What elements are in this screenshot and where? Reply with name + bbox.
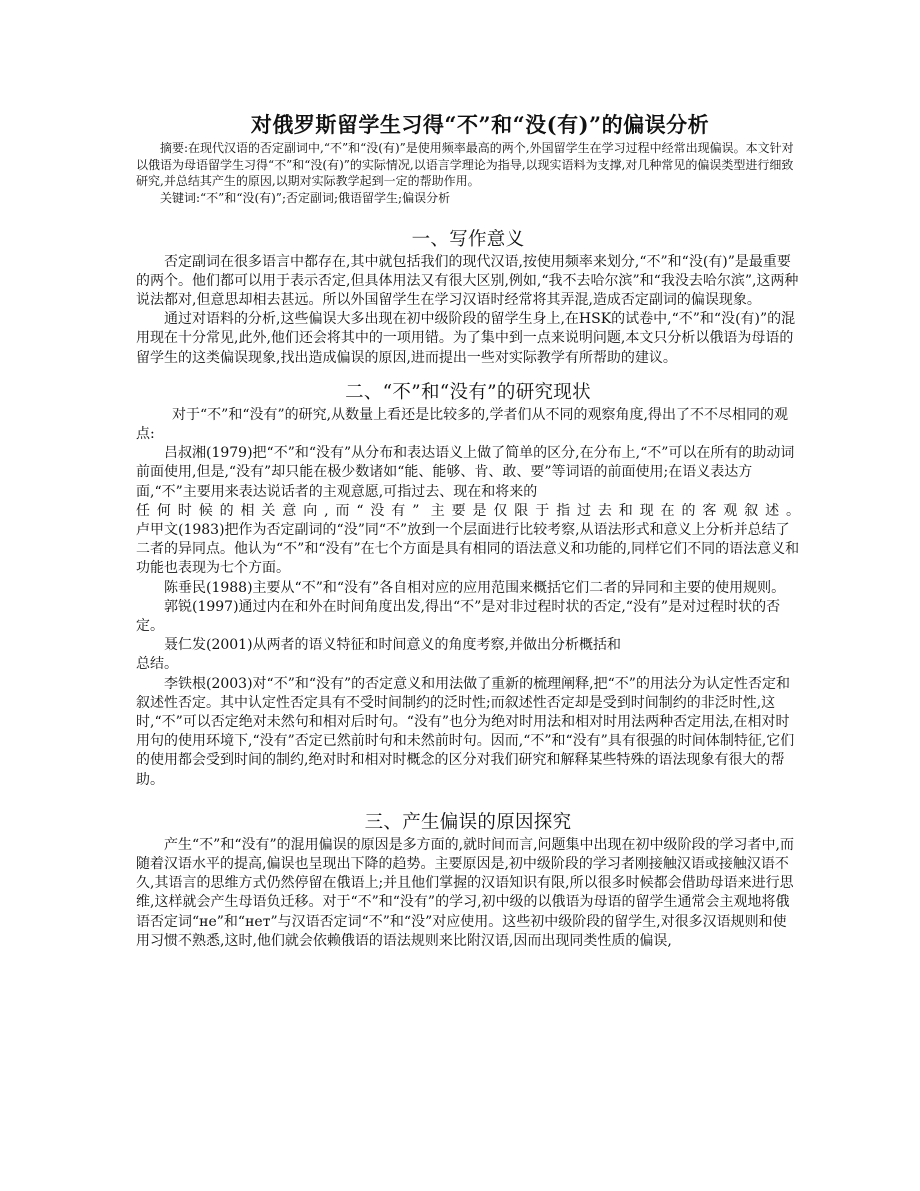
document-page — [136, 110, 800, 951]
section-heading-causes: 三、产生偏误的原因探究 — [364, 811, 572, 833]
paragraph-nie-renfa: 聂仁发(2001)从两者的语义特征和时间意义的角度考察,并做出分析概括和 — [164, 637, 622, 654]
keywords: 关键词:“不”和“没(有)”;否定副词;俄语留学生;偏误分析 — [160, 190, 451, 205]
paragraph-li-tiegen: 李铁根(2003)对“不”和“没有”的否定意义和用法做了重新的梳理阐释,把“不”的用法分为认定性否定和叙述性否定。其中认定性否定具有不受时间制约的泛时性;而叙述性否定却是受到时间制约的非泛时性,这时,“不”可以否定绝对未然句和相对后时句。“没有”也分为绝对时用法和相对时用法两种否定用法,在相对时用句的使用环境下,“没有”否定已然前时句和未然前时句。因而,“不”和“没有”具有很强的时间体制特征,它们的使用都会受到时间的制约,绝对时和相对时概念的区分对我们研究和解释某些特殊的语法现象有很大的帮助。 — [136, 675, 795, 788]
paragraph: 否定副词在很多语言中都存在,其中就包括我们的现代汉语,按使用频率来划分,“不”和“没(有)”是最重要的两个。他们都可以用于表示否定,但具体用法又有很大区别,例如,“我不去哈尔滨”和“我没去哈尔滨”,这两种说法都对,但意思却相去甚远。所以外国留学生在学习汉语时经常将其弄混,造成否定副词的偏误现象。 — [136, 253, 799, 308]
paper-title: 对俄罗斯留学生习得“不”和“没(有)”的偏误分析 — [250, 112, 710, 137]
lu-shuxiang-text: 吕叔湘(1979)把“不”和“没有”从分布和表达语义上做了简单的区分,在分布上,“不”可以在所有的助动词前面使用,但是,“没有”却只能在极少数诸如“能、能够、肯、敢、要”等词语的前面使用;在语义表达方面,“不”主要用来表达说话者的主观意愿,可指过去、现在和将来的 — [136, 445, 795, 500]
paragraph-guo-rui: 郭锐(1997)通过内在和外在时间角度出发,得出“不”是对非过程时状的否定,“没有”是对过程时状的否定。 — [136, 598, 781, 634]
abstract: 摘要:在现代汉语的否定副词中,“不”和“没(有)”是使用频率最高的两个,外国留学生在学习过程中经常出现偏误。本文针对以俄语为母语留学生习得“不”和“没(有)”的实际情况,以语言学理论为指导,以现实语料为支撑,对几种常见的偏误类型进行细致研究,并总结其产生的原因,以期对实际教学起到一定的帮助作用。 — [136, 141, 794, 188]
section-heading-research-status: 二、“不”和“没有”的研究现状 — [345, 381, 591, 403]
paragraph-lu-shuxiang — [136, 444, 800, 502]
paragraph-lu-shuxiang-end: 任何时候的相关意向,而“没有” 主要是仅限于指过去和现在的客观叙述。 — [136, 502, 800, 519]
paragraph: 产生“不”和“没有”的混用偏误的原因是多方面的,就时间而言,问题集中出现在初中级阶段的学习者中,而随着汉语水平的提高,偏误也呈现出下降的趋势。主要原因是,初中级阶段的学习者刚接触汉语或接触汉语不久,其语言的思维方式仍然停留在俄语上;并且他们掌握的汉语知识有限,所以很多时候都会借助母语来进行思维,这样就会产生母语负迁移。对于“不”和“没有”的学习,初中级的以俄语为母语的留学生通常会主观地将俄语否定词“не”和“нет”与汉语否定词“不”和“没”对应使用。这些初中级阶段的留学生,对很多汉语规则和使用习惯不熟悉,这时,他们就会依赖俄语的语法规则来比附汉语,因而出现同类性质的偏误, — [136, 836, 794, 949]
section-heading-significance: 一、写作意义 — [411, 228, 525, 250]
paragraph: 通过对语料的分析,这些偏误大多出现在初中级阶段的留学生身上,在HSK的试卷中,“不”和“没(有)”的混用现在十分常见,此外,他们还会将其中的一项用错。为了集中到一点来说明问题,本文只分析以俄语为母语的留学生的这类偏误现象,找出造成偏误的原因,进而提出一些对实际教学有所帮助的建议。 — [136, 311, 796, 366]
paragraph-nie-renfa-end: 总结。 — [136, 656, 178, 673]
paragraph: 对于“不”和“没有”的研究,从数量上看还是比较多的,学者们从不同的观察角度,得出了不不尽相同的观点: — [136, 406, 788, 442]
paragraph-chen-chuimin: 陈垂民(1988)主要从“不”和“没有”各自相对应的应用范围来概括它们二者的异同和主要的使用规则。 — [164, 579, 786, 596]
paragraph-lu-jiawen: 卢甲文(1983)把作为否定副词的“没”同“不”放到一个层面进行比较考察,从语法形式和意义上分析并总结了二者的异同点。他认为“不”和“没有”在七个方面是具有相同的语法意义和功能的,同样它们不同的语法意义和功能也表现为七个方面。 — [136, 521, 800, 577]
